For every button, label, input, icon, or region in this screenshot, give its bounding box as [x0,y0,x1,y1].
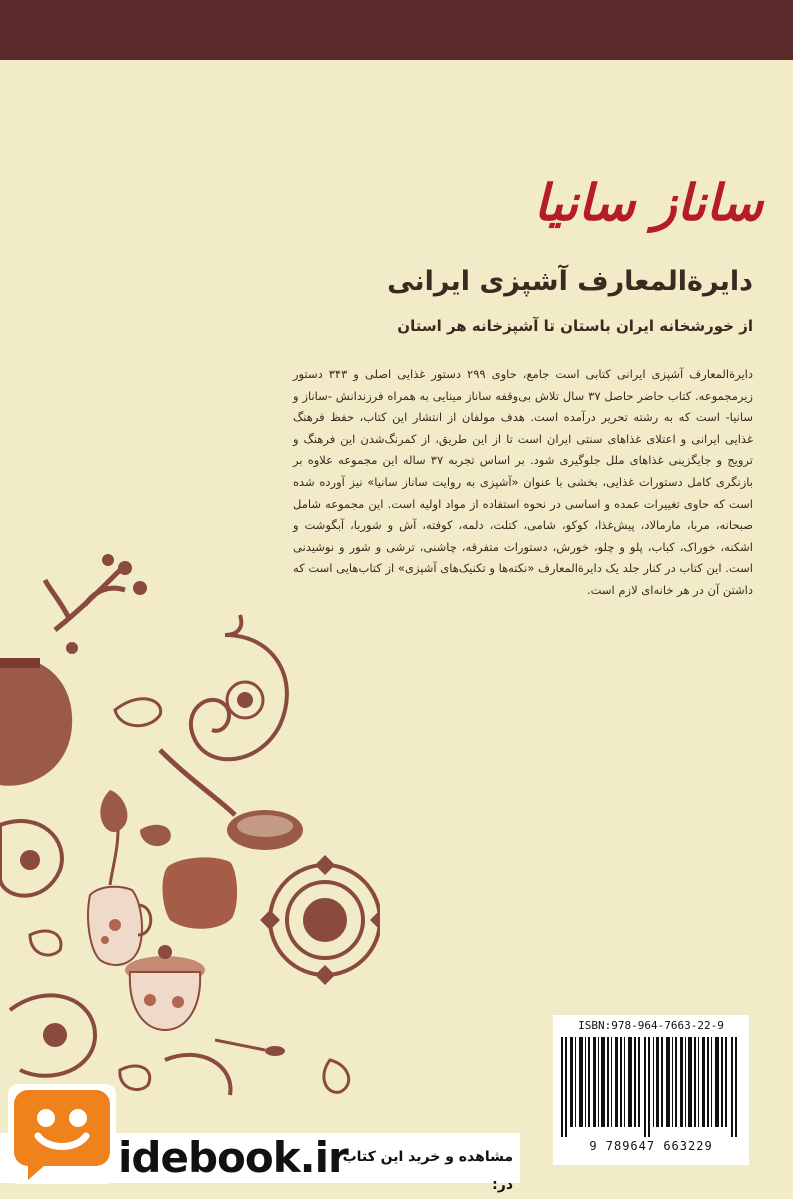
book-title: دایرةالمعارف آشپزی ایرانی [387,266,753,297]
pot-illustration [0,658,72,786]
paisley-illustration [191,615,287,759]
isbn-label: ISBN:978-964-7663-22-9 [578,1019,724,1032]
jar-illustration [163,857,238,928]
book-description: دایرةالمعارف آشپزی ایرانی کتابی است جامع، حاوی ۲۹۹ دستور غذایی اصلی و ۳۴۳ دستور زیرمجموعه. کتاب حاضر حاصل ۳۷ سال تلاش بی‌وقفه ساناز مینایی به همراه فرزندانش -ساناز و سانیا- است که به رشته تحریر درآمده است. هدف مولفان از انتشار این کتاب، حفظ فرهنگ غذایی ایرانی و اعتلای غذاهای سنتی ایران است تا از این طریق، از کمرنگ‌شدن این فرهنگ و ترویج و جایگزینی غذاهای ملل جلوگیری شود. بر اساس تجربه ۳۷ ساله این مجموعه علاوه بر بازنگری کامل دستورات غذایی، بخشی با عنوان «آشپزی به روایت ساناز سانیا» نیز آورده شده است که حاوی تغییرات عمده و اساسی در نحوه استفاده از مواد اولیه است. این مجموعه شامل صبحانه، مربا، مارمالاد، پیش‌غذا، کوکو، شامی، کتلت، دلمه، کوفته، آش و شوربا، آبگوشت و اشکنه، خوراک، کباب، پلو و چلو، خورش، دستورات متفرقه، چاشنی، ترشی و شور و نوشیدنی است. این کتاب در کنار جلد یک دایرةالمعارف «نکته‌ها و تکنیک‌های آشپزی» از کتاب‌هایی است که داشتن آن در هر خانه‌ای لازم است. [293,367,753,597]
twig-illustration [45,570,125,630]
ladle-illustration [160,750,303,850]
cooking-illustration [0,540,380,1100]
idebook-brand: idebook.ir [118,1133,348,1182]
barcode-digits: 9 789647 663229 [589,1139,713,1153]
book-subtitle: از خورشخانه ایران باستان تا آشپزخانه هر استان [397,317,753,335]
jug-illustration [88,887,151,965]
mandala-illustration [260,855,380,985]
barcode-graphic [561,1037,741,1137]
barcode-box [553,1015,749,1165]
watermark-caption: مشاهده و خرید این کتاب در: [342,1149,513,1193]
top-band [0,0,793,60]
sugar-bowl-illustration [125,945,205,1030]
idebook-logo-icon [8,1084,116,1184]
publisher-logo: ساناز سانیا [533,174,763,232]
